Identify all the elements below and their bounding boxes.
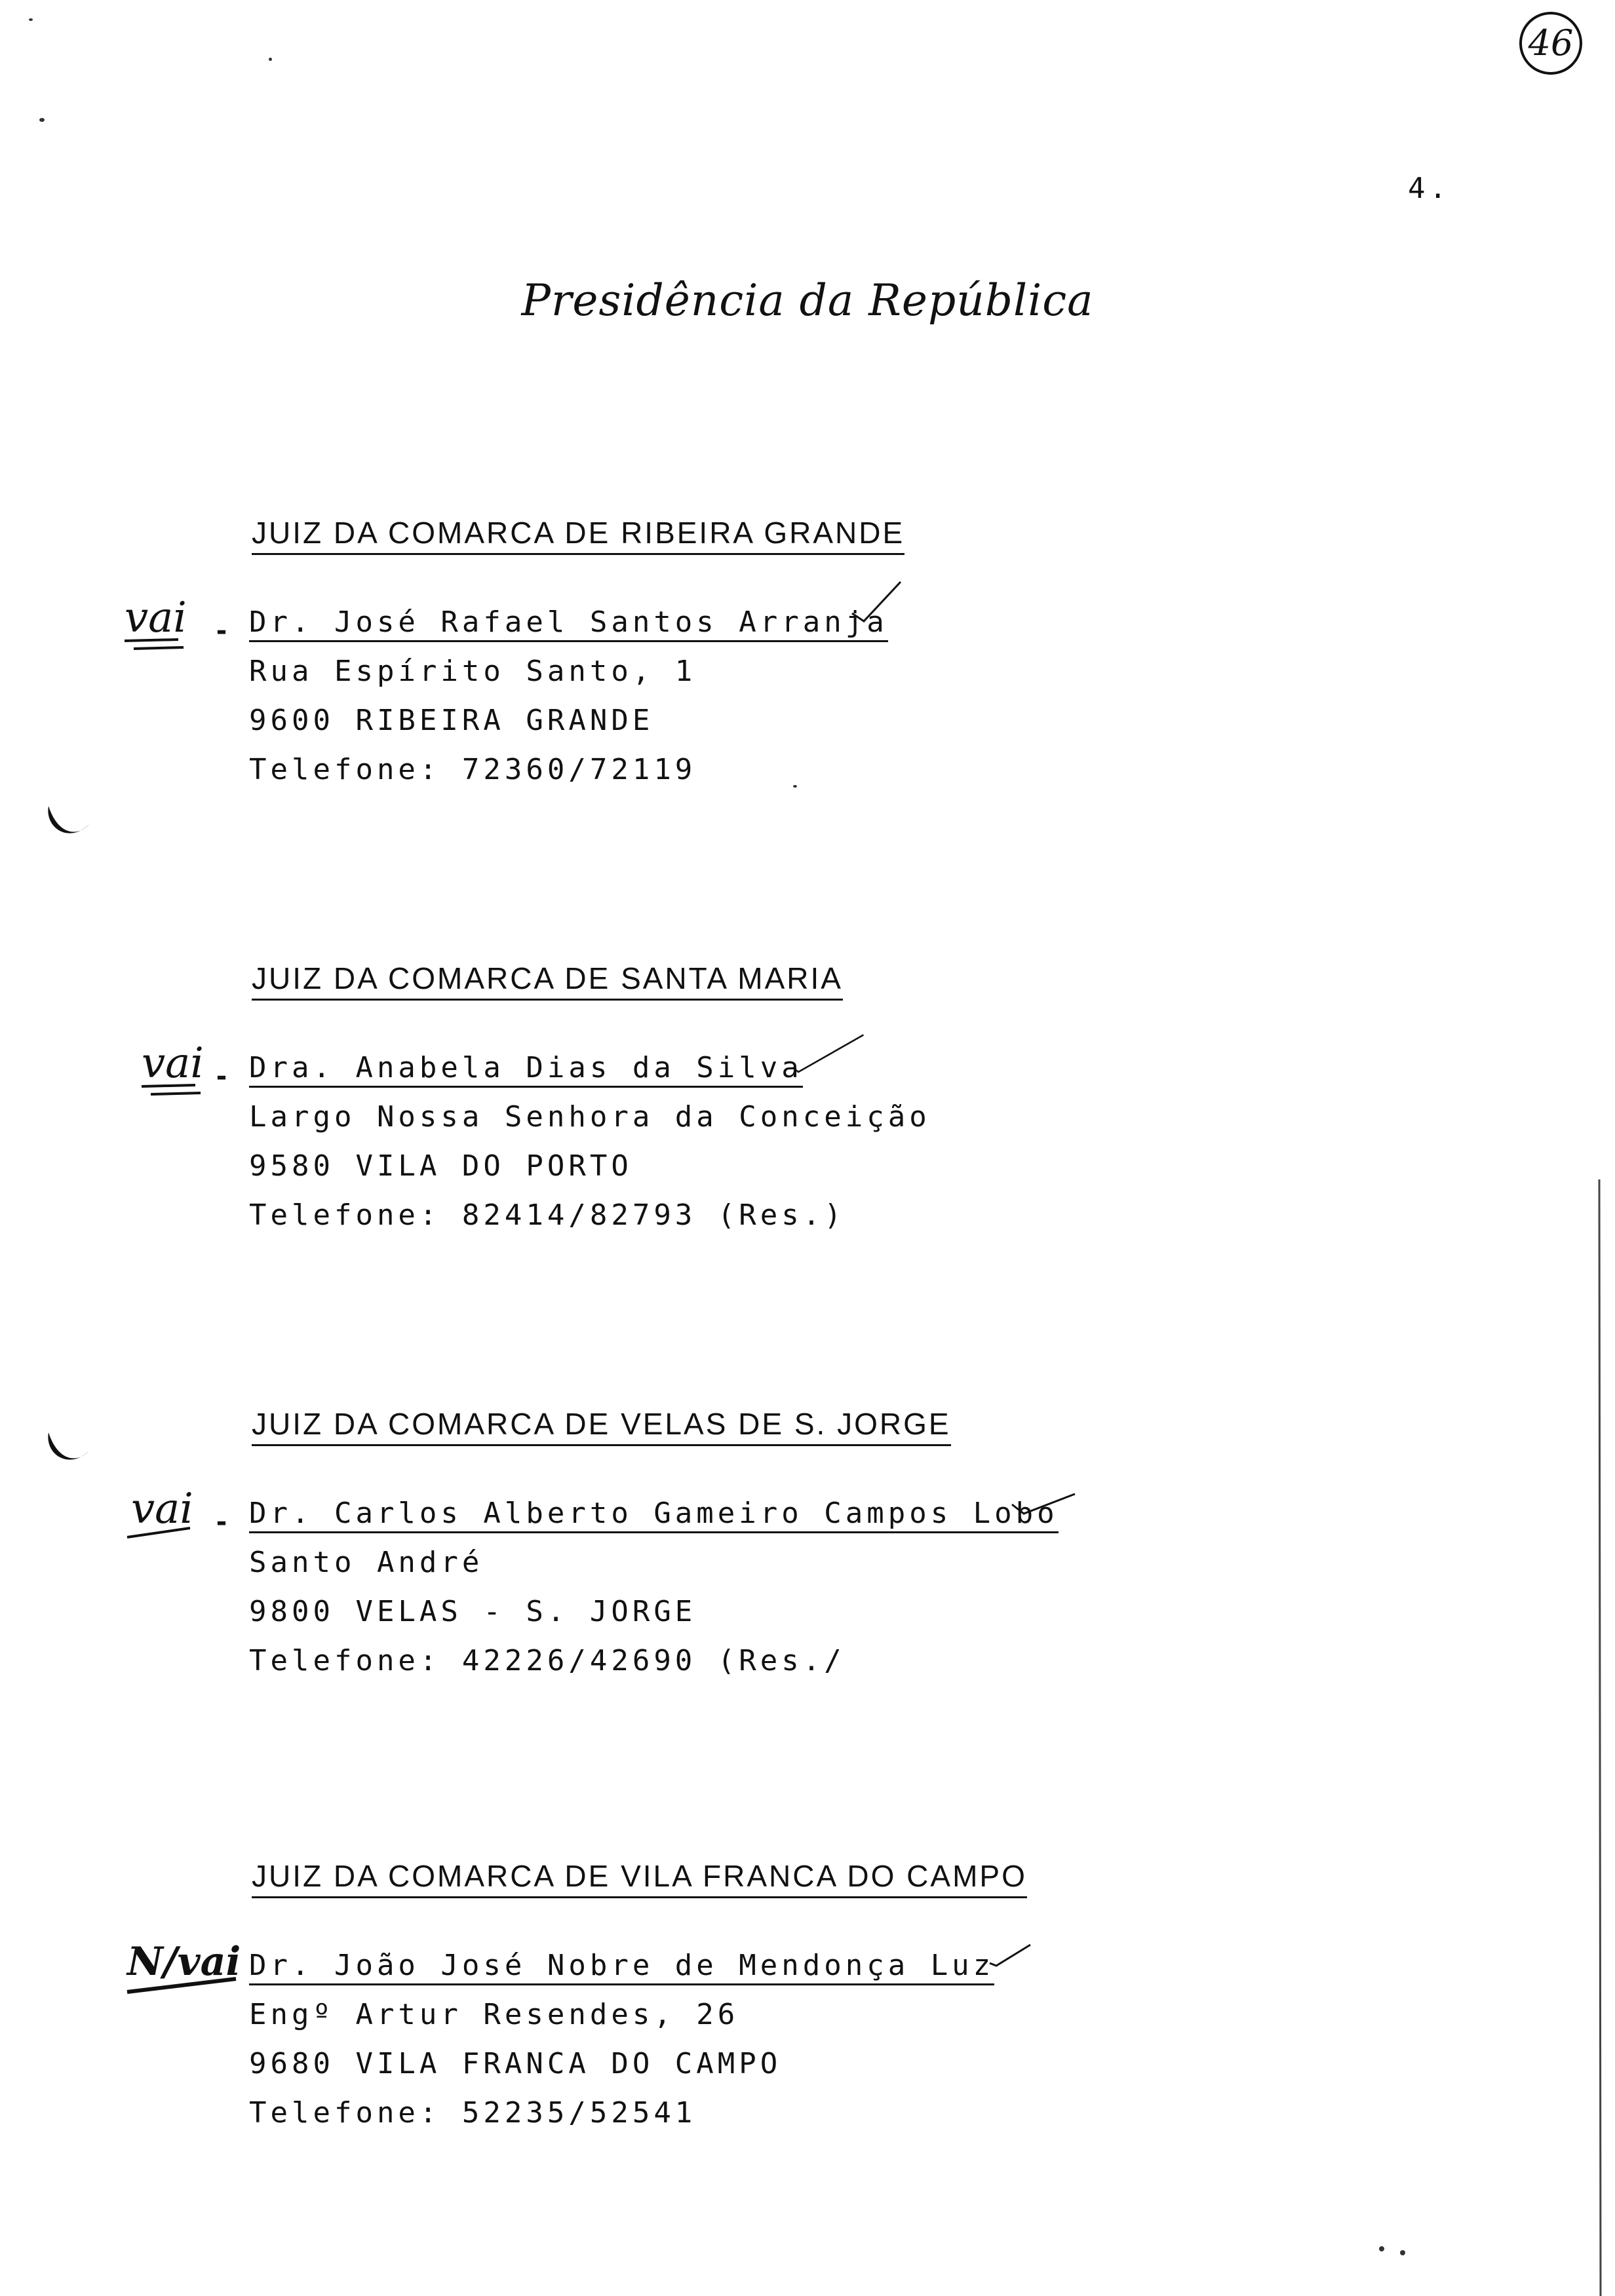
court-entry-ribeira-grande [0, 515, 1615, 843]
folio-number: 46 [1528, 22, 1574, 64]
judge-name: Dr. Carlos Alberto Gameiro Campos Lobo [249, 1497, 1059, 1533]
handwritten-n-vai-note [125, 1937, 256, 1996]
address-street: Engº Artur Resendes, 26 [249, 1998, 739, 2031]
dash-marker: - [216, 613, 227, 647]
checkmark-icon [987, 1940, 1066, 1992]
judge-name: Dra. Anabela Dias da Silva [249, 1051, 803, 1088]
page-number: 4. [1408, 172, 1450, 205]
dash-marker: - [216, 1504, 227, 1539]
svg-text:vai: vai [125, 594, 187, 642]
folio-stamp [1514, 5, 1587, 79]
handwritten-vai-note [118, 594, 249, 653]
court-entry-velas-s-jorge [0, 1406, 1615, 1734]
judge-name: Dr. José Rafael Santos Arranja [249, 605, 888, 642]
section-heading: JUIZ DA COMARCA DE VELAS DE S. JORGE [252, 1406, 951, 1446]
judge-name: Dr. João José Nobre de Mendonça Luz [249, 1949, 994, 1985]
checkmark-icon [790, 1030, 869, 1082]
phone-number: Telefone: 42226/42690 (Res./ [249, 1644, 846, 1677]
section-heading: JUIZ DA COMARCA DE SANTA MARIA [252, 961, 843, 1001]
speck [1379, 2246, 1384, 2251]
speck [29, 18, 33, 21]
phone-number: Telefone: 82414/82793 (Res.) [249, 1198, 846, 1232]
address-city: 9800 VELAS - S. JORGE [249, 1595, 697, 1628]
checkmark-icon [849, 581, 928, 633]
folio-circle-icon [1514, 5, 1587, 79]
section-heading: JUIZ DA COMARCA DE VILA FRANCA DO CAMPO [252, 1858, 1027, 1898]
phone-number: Telefone: 52235/52541 [249, 2096, 697, 2130]
letterhead: Presidência da República [521, 275, 1094, 326]
court-entry-vila-franca-do-campo [0, 1858, 1615, 2186]
court-entry-santa-maria [0, 961, 1615, 1288]
address-city: 9600 RIBEIRA GRANDE [249, 704, 654, 737]
speck [39, 118, 45, 122]
checkmark-icon [1009, 1485, 1088, 1537]
speck [269, 58, 272, 61]
svg-text:N/vai: N/vai [127, 1939, 241, 1985]
dash-marker: - [216, 1058, 227, 1093]
svg-text:vai: vai [142, 1039, 204, 1088]
address-street: Largo Nossa Senhora da Conceição [249, 1100, 931, 1134]
handwritten-vai-note [135, 1039, 266, 1098]
address-street: Rua Espírito Santo, 1 [249, 655, 697, 688]
address-street: Santo André [249, 1546, 484, 1579]
section-heading: JUIZ DA COMARCA DE RIBEIRA GRANDE [252, 515, 905, 555]
handwritten-vai-note [125, 1485, 256, 1544]
address-city: 9680 VILA FRANCA DO CAMPO [249, 2047, 782, 2080]
address-city: 9580 VILA DO PORTO [249, 1149, 632, 1183]
phone-number: Telefone: 72360/72119 [249, 753, 697, 786]
speck [1400, 2250, 1405, 2255]
svg-text:vai: vai [131, 1485, 193, 1533]
